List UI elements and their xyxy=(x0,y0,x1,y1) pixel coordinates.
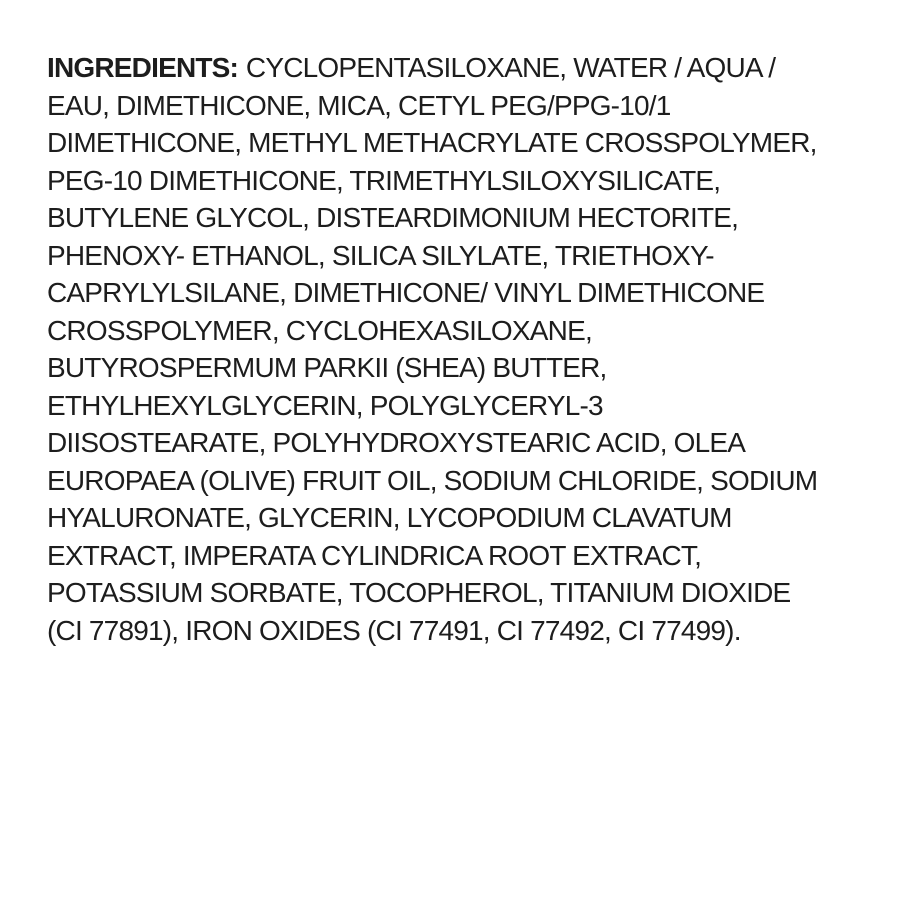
ingredients-label: INGREDIENTS: xyxy=(47,52,239,83)
ingredients-line: BUTYROSPERMUM PARKII (SHEA) BUTTER, xyxy=(47,352,607,383)
ingredients-line: PHENOXY- ETHANOL, SILICA SILYLATE, TRIETHOXY- xyxy=(47,239,714,271)
ingredients-line: DIMETHICONE, METHYL METHACRYLATE CROSSPOLYMER, xyxy=(47,127,817,158)
ingredients-line: CROSSPOLYMER, CYCLOHEXASILOXANE, xyxy=(47,314,592,346)
ingredients-line: CAPRYLYLSILANE, DIMETHICONE/ VINYL DIMETHICONE xyxy=(47,277,765,308)
ingredients-line-text: CYCLOPENTASILOXANE, WATER / AQUA / xyxy=(245,52,776,83)
ingredients-line: EXTRACT, IMPERATA CYLINDRICA ROOT EXTRACT, xyxy=(47,539,702,571)
ingredients-line: POTASSIUM SORBATE, TOCOPHEROL, TITANIUM DIOXIDE xyxy=(47,577,791,608)
ingredients-paragraph xyxy=(47,49,862,649)
ingredients-line: EUROPAEA (OLIVE) FRUIT OIL, SODIUM CHLORIDE, SODIUM xyxy=(47,464,818,496)
ingredients-line: DIISOSTEARATE, POLYHYDROXYSTEARIC ACID, OLEA xyxy=(47,427,746,458)
ingredients-line xyxy=(47,49,862,87)
ingredients-line: PEG-10 DIMETHICONE, TRIMETHYLSILOXYSILICATE, xyxy=(47,164,721,196)
ingredients-line: (CI 77891), IRON OXIDES (CI 77491, CI 77492, CI 77499). xyxy=(47,614,741,646)
ingredients-line: BUTYLENE GLYCOL, DISTEARDIMONIUM HECTORITE, xyxy=(47,202,739,233)
ingredients-line: EAU, DIMETHICONE, MICA, CETYL PEG/PPG-10/1 xyxy=(47,89,671,121)
ingredients-line: ETHYLHEXYLGLYCERIN, POLYGLYCERYL-3 xyxy=(47,389,603,421)
ingredients-line: HYALURONATE, GLYCERIN, LYCOPODIUM CLAVATUM xyxy=(47,502,732,533)
